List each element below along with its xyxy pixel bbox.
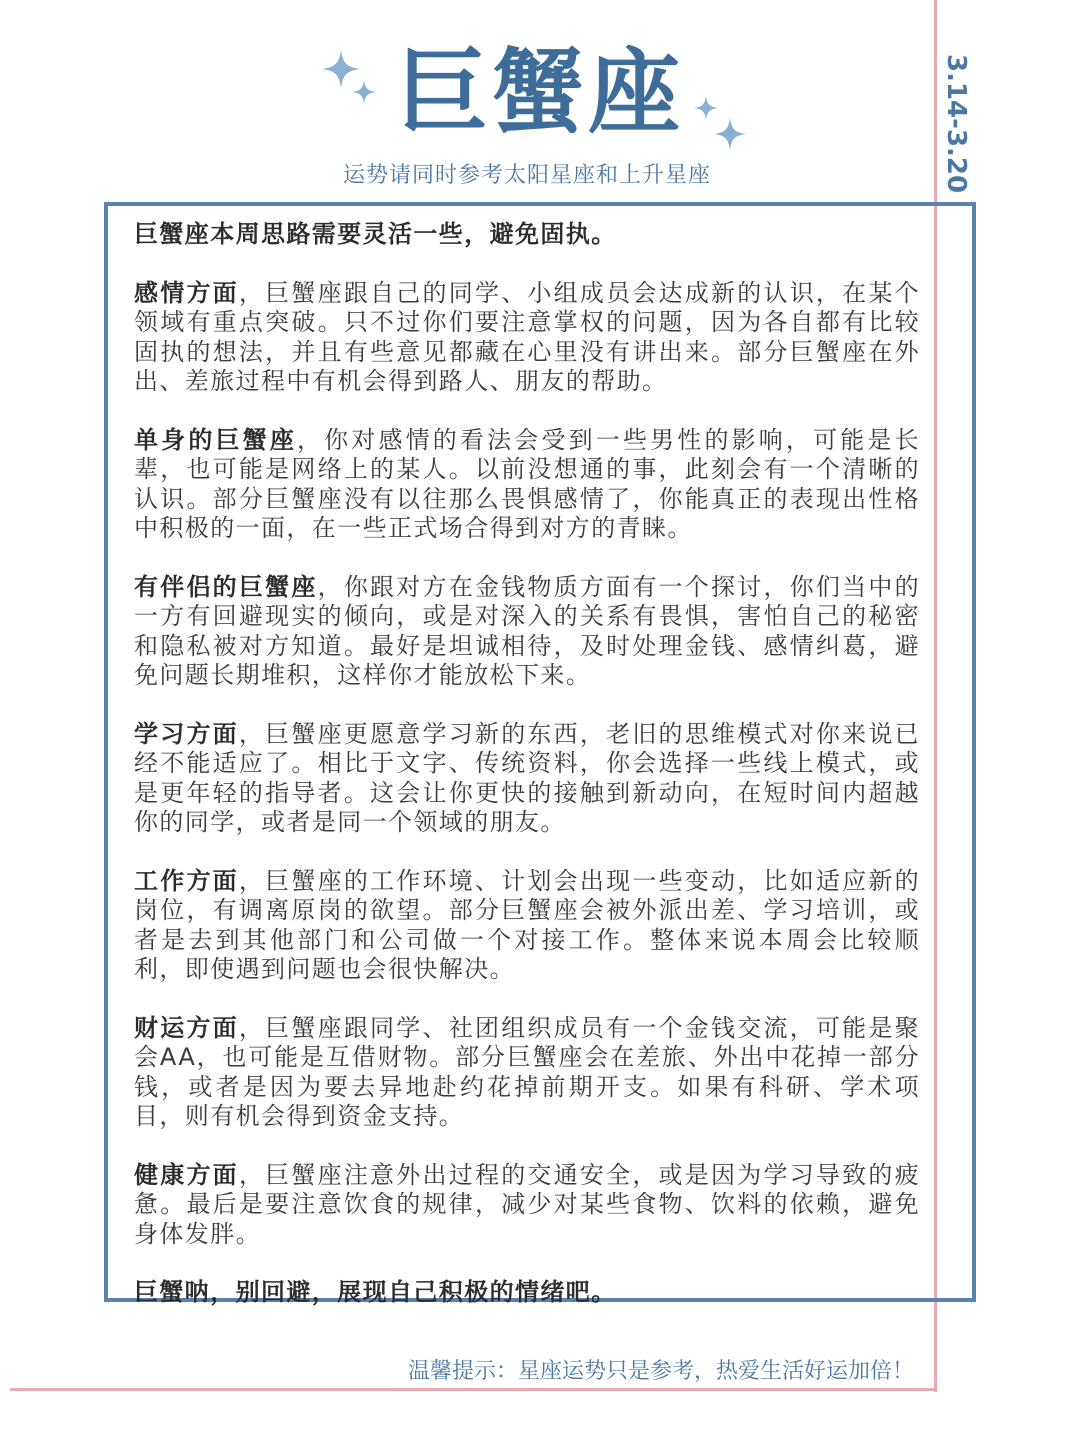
subtitle: 运势请同时参考太阳星座和上升星座 [342,163,711,188]
footer-tip: 温馨提示：星座运势只是参考，热爱生活好运加倍！ [407,1359,914,1384]
section-body: ，你跟对方在金钱物质方面有一个探讨，你们当中的一方有回避现实的倾向，或是对深入的关系有畏惧，害怕自己的秘密和隐私被对方知道。最好是坦诚相待，及时处理金钱、感情纠葛，避免问题长期堆积，这样你才能放松下来。 [134,572,920,689]
section-work [134,867,920,985]
section-finance [134,1014,920,1132]
section-heading: 有伴侣的巨蟹座 [134,572,318,601]
section-partnered [134,573,920,691]
closing-line: 巨蟹呐，别回避，展现自己积极的情绪吧。 [134,1278,617,1306]
section-heading: 工作方面 [134,866,239,895]
section-health [134,1161,920,1250]
section-study [134,720,920,838]
section-heading: 感情方面 [134,278,239,307]
pink-frame-horizontal-line [10,1388,937,1391]
section-body: ，巨蟹座的工作环境、计划会出现一些变动，比如适应新的岗位，有调离原岗的欲望。部分巨蟹座会被外派出差、学习培训，或者是去到其他部门和公司做一个对接工作。整体来说本周会比较顺利，即使遇到问题也会很快解决。 [134,866,920,983]
section-heading: 财运方面 [134,1013,239,1042]
section-body: ，巨蟹座跟同学、社团组织成员有一个金钱交流，可能是聚会AA，也可能是互借财物。部分巨蟹座会在差旅、外出中花掉一部分钱，或者是因为要去异地赴约花掉前期开支。如果有科研、学术项目，则有机会得到资金支持。 [134,1013,920,1130]
section-body: ，巨蟹座注意外出过程的交通安全，或是因为学习导致的疲惫。最后是要注意饮食的规律，减少对某些食物、饮料的依赖，避免身体发胖。 [134,1160,920,1248]
date-range: 3.14-3.20 [941,54,971,194]
section-single [134,426,920,544]
section-body: ，巨蟹座更愿意学习新的东西，老旧的思维模式对你来说已经不能适应了。相比于文字、传统资料，你会选择一些线上模式，或是更年轻的指导者。这会让你更快的接触到新动向，在短时间内超越你的同学，或者是同一个领域的朋友。 [134,719,920,836]
section-body: ，巨蟹座跟自己的同学、小组成员会达成新的认识，在某个领域有重点突破。只不过你们要注意掌权的问题，因为各自都有比较固执的想法，并且有些意见都藏在心里没有讲出来。部分巨蟹座在外出、差旅过程中有机会得到路人、朋友的帮助。 [134,278,920,395]
intro-line: 巨蟹座本周思路需要灵活一些，避免固执。 [134,220,617,248]
horoscope-text [134,220,920,1308]
section-heading: 单身的巨蟹座 [134,425,297,454]
section-body: ，你对感情的看法会受到一些男性的影响，可能是长辈，也可能是网络上的某人。以前没想通的事，此刻会有一个清晰的认识。部分巨蟹座没有以往那么畏惧感情了，你能真正的表现出性格中积极的一面，在一些正式场合得到对方的青睐。 [134,425,920,542]
section-heading: 学习方面 [134,719,239,748]
section-love [134,279,920,397]
section-heading: 健康方面 [134,1160,239,1189]
page-title: 巨蟹座 [395,39,684,146]
